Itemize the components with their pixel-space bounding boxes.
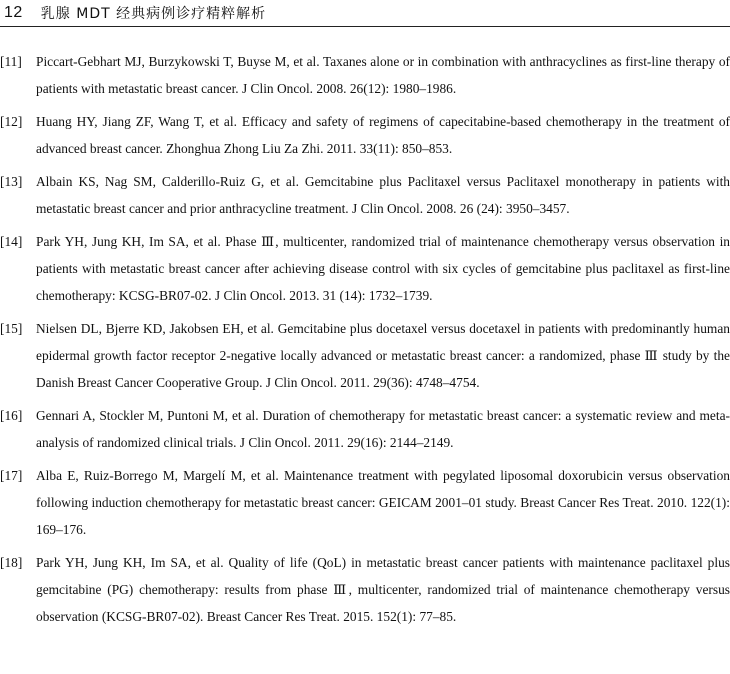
reference-number: [18] (0, 555, 23, 570)
reference-item (0, 549, 730, 630)
reference-number: [14] (0, 234, 23, 249)
reference-text: Park YH, Jung KH, Im SA, et al. Quality of life (QoL) in metastatic breast cancer patients with maintenance paclitaxel plus gemcitabine (PG) chemotherapy: results from phase Ⅲ, multicenter, randomized trial of maintenance chemotherapy versus observation (KCSG-BR07-02). Breast Cancer Res Treat. 2015. 152(1): 77–85. (36, 555, 730, 624)
page-number: 12 (4, 4, 23, 21)
reference-text: Park YH, Jung KH, Im SA, et al. Phase Ⅲ, multicenter, randomized trial of maintenance chemotherapy versus observation in patients with metastatic breast cancer after achieving disease control with six cycles of gemcitabine plus paclitaxel as first-line chemotherapy: KCSG-BR07-02. J Clin Oncol. 2013. 31 (14): 1732–1739. (36, 234, 730, 303)
reference-item (0, 462, 730, 543)
reference-item (0, 48, 730, 102)
reference-number: [15] (0, 321, 23, 336)
reference-number: [16] (0, 408, 23, 423)
reference-number: [11] (0, 54, 22, 69)
reference-number: [17] (0, 468, 23, 483)
reference-text: Huang HY, Jiang ZF, Wang T, et al. Efficacy and safety of regimens of capecitabine-based chemotherapy in the treatment of advanced breast cancer. Zhonghua Zhong Liu Za Zhi. 2011. 33(11): 850–853. (36, 114, 730, 156)
reference-list (0, 48, 730, 636)
reference-item (0, 168, 730, 222)
running-title: 乳腺 MDT 经典病例诊疗精粹解析 (40, 6, 267, 22)
reference-item (0, 315, 730, 396)
reference-text: Gennari A, Stockler M, Puntoni M, et al. Duration of chemotherapy for metastatic breast cancer: a systematic review and meta-analysis of randomized clinical trials. J Clin Oncol. 2011. 29(16): 2144–2149. (36, 408, 730, 450)
reference-text: Alba E, Ruiz-Borrego M, Margelí M, et al. Maintenance treatment with pegylated liposomal doxorubicin versus observation following induction chemotherapy for metastatic breast cancer: GEICAM 2001–01 study. Breast Cancer Res Treat. 2010. 122(1): 169–176. (36, 468, 730, 537)
reference-number: [13] (0, 174, 23, 189)
reference-item (0, 402, 730, 456)
reference-text: Albain KS, Nag SM, Calderillo-Ruiz G, et al. Gemcitabine plus Paclitaxel versus Paclitaxel monotherapy in patients with metastatic breast cancer and prior anthracycline treatment. J Clin Oncol. 2008. 26 (24): 3950–3457. (36, 174, 730, 216)
reference-text: Nielsen DL, Bjerre KD, Jakobsen EH, et al. Gemcitabine plus docetaxel versus docetaxel in patients with predominantly human epidermal growth factor receptor 2-negative locally advanced or metastatic breast cancer: a randomized, phase Ⅲ study by the Danish Breast Cancer Cooperative Group. J Clin Oncol. 2011. 29(36): 4748–4754. (36, 321, 730, 390)
reference-item (0, 228, 730, 309)
reference-item (0, 108, 730, 162)
reference-number: [12] (0, 114, 23, 129)
page-header (0, 0, 730, 27)
reference-text: Piccart-Gebhart MJ, Burzykowski T, Buyse M, et al. Taxanes alone or in combination with anthracyclines as first-line therapy of patients with metastatic breast cancer. J Clin Oncol. 2008. 26(12): 1980–1986. (36, 54, 730, 96)
